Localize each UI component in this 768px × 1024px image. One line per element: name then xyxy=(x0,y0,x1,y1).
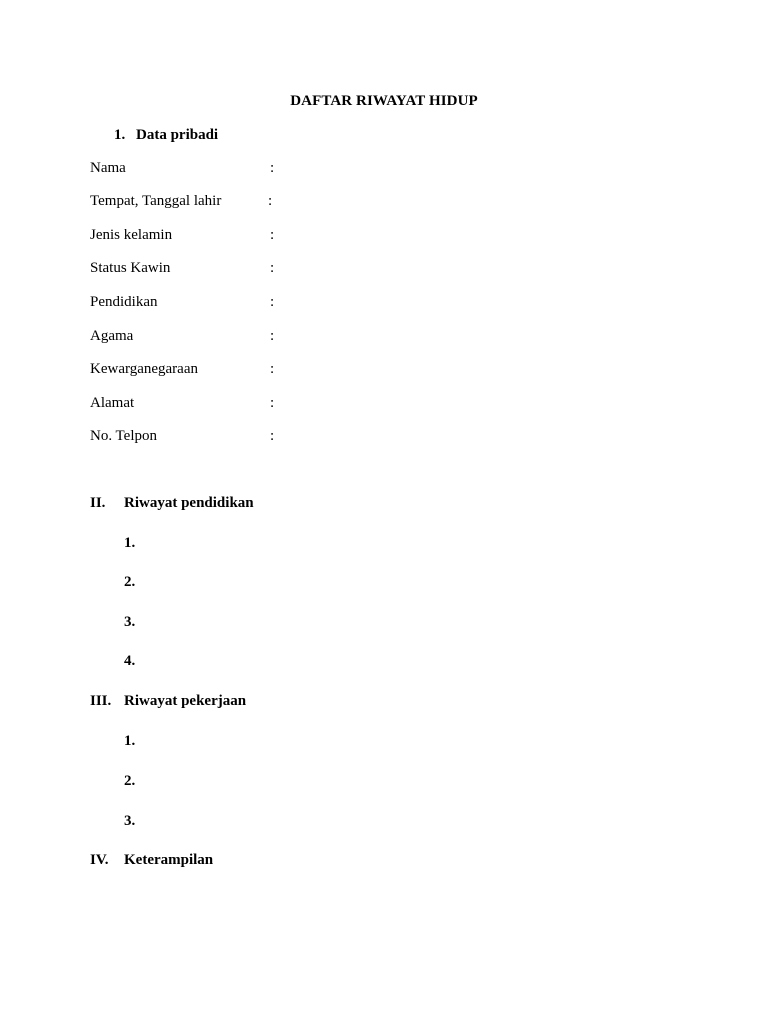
field-separator: : xyxy=(270,395,275,411)
field-separator: : xyxy=(270,328,275,344)
section-riwayat-pendidikan-heading xyxy=(90,495,254,512)
field-label: Agama xyxy=(90,328,134,344)
section-number: IV. xyxy=(90,852,109,868)
list-item: 1. xyxy=(124,733,136,749)
field-pendidikan xyxy=(90,294,290,314)
field-separator: : xyxy=(270,361,275,377)
section-number: II. xyxy=(90,495,106,511)
list-item: 3. xyxy=(124,813,136,829)
section-keterampilan-heading xyxy=(90,852,213,869)
field-no-telpon xyxy=(90,428,290,448)
field-jenis-kelamin xyxy=(90,227,290,247)
field-separator: : xyxy=(270,428,275,444)
list-item: 3. xyxy=(124,614,136,630)
section-number: 1. xyxy=(114,127,126,143)
section-data-pribadi-heading xyxy=(114,127,218,144)
field-label: Kewarganegaraan xyxy=(90,361,198,377)
field-label: Nama xyxy=(90,160,126,176)
section-riwayat-pekerjaan-heading xyxy=(90,693,246,710)
section-number: III. xyxy=(90,693,112,709)
field-kewarganegaraan xyxy=(90,361,290,381)
field-separator: : xyxy=(270,260,275,276)
field-label: Jenis kelamin xyxy=(90,227,173,243)
list-item: 1. xyxy=(124,535,136,551)
section-heading: Riwayat pendidikan xyxy=(124,495,254,511)
field-separator: : xyxy=(270,160,275,176)
field-separator: : xyxy=(270,294,275,310)
document-title: DAFTAR RIWAYAT HIDUP xyxy=(290,93,478,109)
field-alamat xyxy=(90,395,290,415)
field-agama xyxy=(90,328,290,348)
section-heading: Data pribadi xyxy=(136,127,219,143)
field-separator: : xyxy=(270,227,275,243)
field-separator: : xyxy=(268,193,273,209)
section-heading: Riwayat pekerjaan xyxy=(124,693,247,709)
field-label: Tempat, Tanggal lahir xyxy=(90,193,222,209)
field-nama xyxy=(90,160,290,180)
list-item: 4. xyxy=(124,653,136,669)
field-status-kawin xyxy=(90,260,290,280)
field-label: Status Kawin xyxy=(90,260,171,276)
field-label: No. Telpon xyxy=(90,428,158,444)
list-item: 2. xyxy=(124,574,136,590)
field-label: Alamat xyxy=(90,395,135,411)
list-item: 2. xyxy=(124,773,136,789)
field-label: Pendidikan xyxy=(90,294,158,310)
field-tempat-tanggal-lahir xyxy=(90,193,290,213)
section-heading: Keterampilan xyxy=(124,852,214,868)
